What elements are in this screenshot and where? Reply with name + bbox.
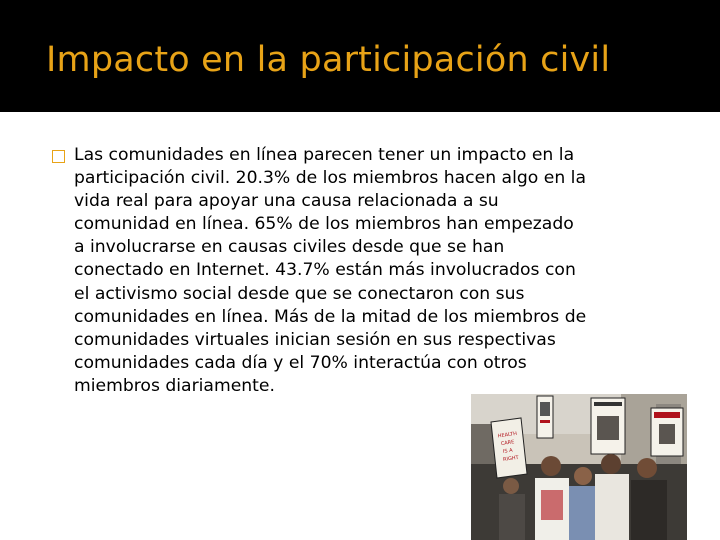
- body-line: participación civil. 20.3% de los miembros hacen algo en la: [74, 168, 586, 189]
- protest-sign: [537, 396, 553, 438]
- body-line: Las comunidades en línea parecen tener un impacto en la: [74, 145, 575, 165]
- body-line: conectado en Internet. 43.7% están más involucrados con: [74, 260, 576, 281]
- protest-photo: [471, 394, 687, 540]
- body-line: comunidades virtuales inician sesión en sus respectivas: [74, 329, 556, 350]
- svg-text:IS A: IS A: [502, 447, 514, 455]
- protest-sign: [491, 418, 527, 478]
- body-line: vida real para apoyar una causa relacionada a su: [74, 191, 499, 212]
- protest-sign: [591, 398, 625, 454]
- title-bar: [0, 0, 720, 112]
- svg-text:HEALTH: HEALTH: [497, 430, 518, 440]
- slide-title: Impacto en la participación civil: [46, 40, 611, 80]
- checkbox-bullet-icon: [52, 150, 65, 163]
- svg-text:RIGHT: RIGHT: [502, 454, 520, 463]
- body-line: a involucrarse en causas civiles desde que se han: [74, 237, 505, 258]
- body-line: miembros diariamente.: [74, 375, 275, 396]
- body-line: comunidades cada día y el 70% interactúa con otros: [74, 352, 527, 373]
- body-line: comunidad en línea. 65% de los miembros han empezado: [74, 214, 574, 235]
- svg-text:CARE: CARE: [500, 439, 515, 448]
- protest-sign: [651, 408, 683, 456]
- body-line: comunidades en línea. Más de la mitad de los miembros de: [74, 306, 587, 327]
- body-line: el activismo social desde que se conectaron con sus: [74, 283, 525, 304]
- bullet-paragraph: [74, 144, 694, 398]
